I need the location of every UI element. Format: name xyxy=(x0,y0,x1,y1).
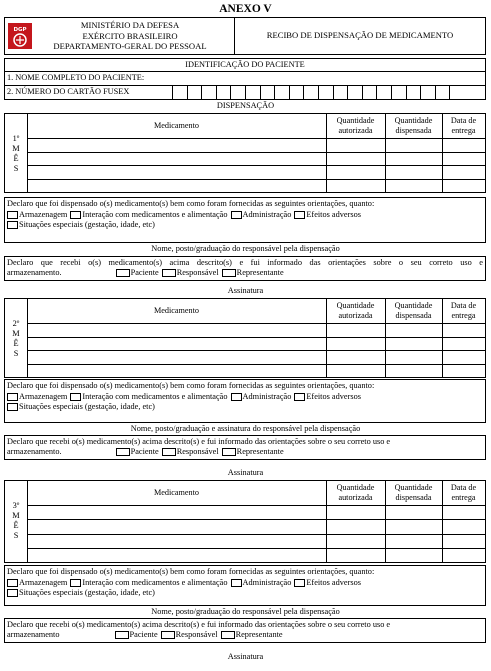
option-situacoes-especiais[interactable]: Situações especiais (gestação, idade, etc) xyxy=(7,220,155,229)
col-qtd-dispensada: Quantidade dispensada xyxy=(394,116,433,135)
checkbox[interactable] xyxy=(116,448,130,456)
option-interacao[interactable]: Interação com medicamentos e alimentação xyxy=(70,578,227,587)
patient-name-label: 1. NOME COMPLETO DO PACIENTE: xyxy=(7,73,145,82)
signature-label: Assinatura xyxy=(227,652,264,661)
col-qtd-autorizada: Quantidade autorizada xyxy=(336,483,375,502)
checkbox[interactable] xyxy=(231,579,242,587)
responsible-label: Nome, posto/graduação do responsável pela dispensação xyxy=(151,244,340,253)
declaration-block xyxy=(4,379,486,423)
receiver-paciente[interactable]: Paciente xyxy=(116,447,159,456)
receipt-text: Declaro que recebi o(s) medicamento(s) acima descrito(s) e fui informado das orientações sobre o seu correto uso e xyxy=(7,258,483,267)
identification-section xyxy=(4,58,486,100)
org-ministry: MINISTÉRIO DA DEFESA xyxy=(80,20,180,30)
option-situacoes-especiais[interactable]: Situações especiais (gestação, idade, etc) xyxy=(7,402,155,411)
card-digit-cell[interactable] xyxy=(318,86,331,99)
identification-heading: IDENTIFICAÇÃO DO PACIENTE xyxy=(185,60,305,69)
card-digit-cell[interactable] xyxy=(435,86,448,99)
checkbox[interactable] xyxy=(221,631,235,639)
col-qtd-dispensada: Quantidade dispensada xyxy=(394,483,433,502)
col-medicamento: Medicamento xyxy=(153,121,199,130)
checkbox[interactable] xyxy=(294,579,305,587)
signature-label: Assinatura xyxy=(227,468,264,477)
receipt-text-end: armazenamento. xyxy=(7,268,62,277)
responsible-label: Nome, posto/graduação e assinatura do responsável pela dispensação xyxy=(130,424,361,433)
receiver-representante[interactable]: Representante xyxy=(222,447,284,456)
declaration-intro: Declaro que foi dispensado o(s) medicamento(s) bem como foram fornecidas as seguintes orientações, quanto: xyxy=(7,199,375,208)
col-qtd-autorizada: Quantidade autorizada xyxy=(336,301,375,320)
month-label: 3º M Ê S xyxy=(12,501,20,540)
checkbox[interactable] xyxy=(231,211,242,219)
checkbox[interactable] xyxy=(161,631,175,639)
receipt-text: Declaro que recebi o(s) medicamento(s) acima descrito(s) e fui informado das orientações sobre o seu correto uso e xyxy=(7,620,391,629)
checkbox[interactable] xyxy=(70,579,81,587)
card-digit-cell[interactable] xyxy=(245,86,258,99)
org-army: EXÉRCITO BRASILEIRO xyxy=(82,30,178,41)
receipt-declaration xyxy=(4,435,486,460)
org-block xyxy=(35,20,225,52)
card-digit-cell[interactable] xyxy=(406,86,419,99)
checkbox[interactable] xyxy=(70,211,81,219)
col-medicamento: Medicamento xyxy=(153,306,199,315)
receiver-representante[interactable]: Representante xyxy=(221,630,283,639)
option-interacao[interactable]: Interação com medicamentos e alimentação xyxy=(70,210,227,219)
checkbox[interactable] xyxy=(70,393,81,401)
card-digit-cell[interactable] xyxy=(289,86,302,99)
card-digit-cell[interactable] xyxy=(347,86,360,99)
checkbox[interactable] xyxy=(7,393,18,401)
card-digit-cell[interactable] xyxy=(172,86,185,99)
card-digit-cell[interactable] xyxy=(230,86,243,99)
dgp-logo xyxy=(8,23,32,49)
receiver-representante[interactable]: Representante xyxy=(222,268,284,277)
option-efeitos-adversos[interactable]: Efeitos adversos xyxy=(294,392,361,401)
option-efeitos-adversos[interactable]: Efeitos adversos xyxy=(294,210,361,219)
dispensing-table xyxy=(4,480,486,563)
declaration-block xyxy=(4,565,486,606)
checkbox[interactable] xyxy=(162,269,176,277)
checkbox[interactable] xyxy=(294,211,305,219)
declaration-intro: Declaro que foi dispensado o(s) medicamento(s) bem como foram fornecidas as seguintes orientações, quanto: xyxy=(7,567,375,576)
col-qtd-autorizada: Quantidade autorizada xyxy=(336,116,375,135)
checkbox[interactable] xyxy=(222,448,236,456)
month-label: 1º M Ê S xyxy=(12,134,20,173)
checkbox[interactable] xyxy=(115,631,129,639)
col-medicamento: Medicamento xyxy=(153,488,199,497)
checkbox[interactable] xyxy=(294,393,305,401)
checkbox[interactable] xyxy=(116,269,130,277)
checkbox[interactable] xyxy=(7,589,18,597)
receipt-text-end: armazenamento xyxy=(7,630,60,639)
card-digit-cell[interactable] xyxy=(187,86,200,99)
card-digit-cell[interactable] xyxy=(216,86,229,99)
card-digit-cell[interactable] xyxy=(362,86,375,99)
dispensing-table xyxy=(4,113,486,193)
col-data-entrega: Data de entrega xyxy=(450,116,477,135)
option-armazenagem[interactable]: Armazenagem xyxy=(7,210,67,219)
option-armazenagem[interactable]: Armazenagem xyxy=(7,578,67,587)
logo-text: DGP xyxy=(13,27,27,33)
dispensing-table xyxy=(4,298,486,378)
signature-label: Assinatura xyxy=(227,286,264,295)
card-digit-cell[interactable] xyxy=(260,86,273,99)
receipt-declaration xyxy=(4,618,486,643)
document-header xyxy=(4,17,486,55)
org-department: DEPARTAMENTO-GERAL DO PESSOAL xyxy=(53,41,207,51)
receiver-responsavel[interactable]: Responsável xyxy=(161,630,218,639)
document-title: RECIBO DE DISPENSAÇÃO DE MEDICAMENTO xyxy=(266,30,454,40)
fusex-card-label: 2. NÚMERO DO CARTÃO FUSEX xyxy=(7,87,130,96)
month-label: 2º M Ê S xyxy=(12,319,20,358)
checkbox[interactable] xyxy=(7,221,18,229)
card-digit-cell[interactable] xyxy=(303,86,316,99)
page-title: ANEXO V xyxy=(219,3,272,15)
card-digit-cell[interactable] xyxy=(333,86,346,99)
receiver-paciente[interactable]: Paciente xyxy=(116,268,159,277)
checkbox[interactable] xyxy=(7,211,18,219)
checkbox[interactable] xyxy=(222,269,236,277)
checkbox[interactable] xyxy=(7,579,18,587)
card-digit-cell[interactable] xyxy=(274,86,287,99)
option-administracao[interactable]: Administração xyxy=(231,392,292,401)
col-data-entrega: Data de entrega xyxy=(450,483,477,502)
responsible-label: Nome, posto/graduação do responsável pela dispensação xyxy=(151,607,340,616)
checkbox[interactable] xyxy=(231,393,242,401)
receipt-declaration xyxy=(4,256,486,281)
receipt-text-end: armazenamento. xyxy=(7,447,62,456)
option-administracao[interactable]: Administração xyxy=(231,210,292,219)
dispensing-heading: DISPENSAÇÃO xyxy=(216,101,275,110)
col-data-entrega: Data de entrega xyxy=(450,301,477,320)
card-digit-cell[interactable] xyxy=(449,86,462,99)
option-interacao[interactable]: Interação com medicamentos e alimentação xyxy=(70,392,227,401)
card-digit-cell[interactable] xyxy=(420,86,433,99)
checkbox[interactable] xyxy=(7,403,18,411)
option-situacoes-especiais[interactable]: Situações especiais (gestação, idade, etc) xyxy=(7,588,155,597)
col-qtd-dispensada: Quantidade dispensada xyxy=(394,301,433,320)
option-armazenagem[interactable]: Armazenagem xyxy=(7,392,67,401)
card-digit-cell[interactable] xyxy=(201,86,214,99)
receiver-responsavel[interactable]: Responsável xyxy=(162,447,219,456)
receiver-responsavel[interactable]: Responsável xyxy=(162,268,219,277)
receiver-paciente[interactable]: Paciente xyxy=(115,630,158,639)
option-administracao[interactable]: Administração xyxy=(231,578,292,587)
card-digit-cell[interactable] xyxy=(391,86,404,99)
card-digit-cell[interactable] xyxy=(376,86,389,99)
declaration-intro: Declaro que foi dispensado o(s) medicamento(s) bem como foram fornecidas as seguintes orientações, quanto: xyxy=(7,381,375,390)
receipt-text: Declaro que recebi o(s) medicamento(s) acima descrito(s) e fui informado das orientações sobre o seu correto uso e xyxy=(7,437,391,446)
checkbox[interactable] xyxy=(162,448,176,456)
option-efeitos-adversos[interactable]: Efeitos adversos xyxy=(294,578,361,587)
declaration-block xyxy=(4,197,486,243)
